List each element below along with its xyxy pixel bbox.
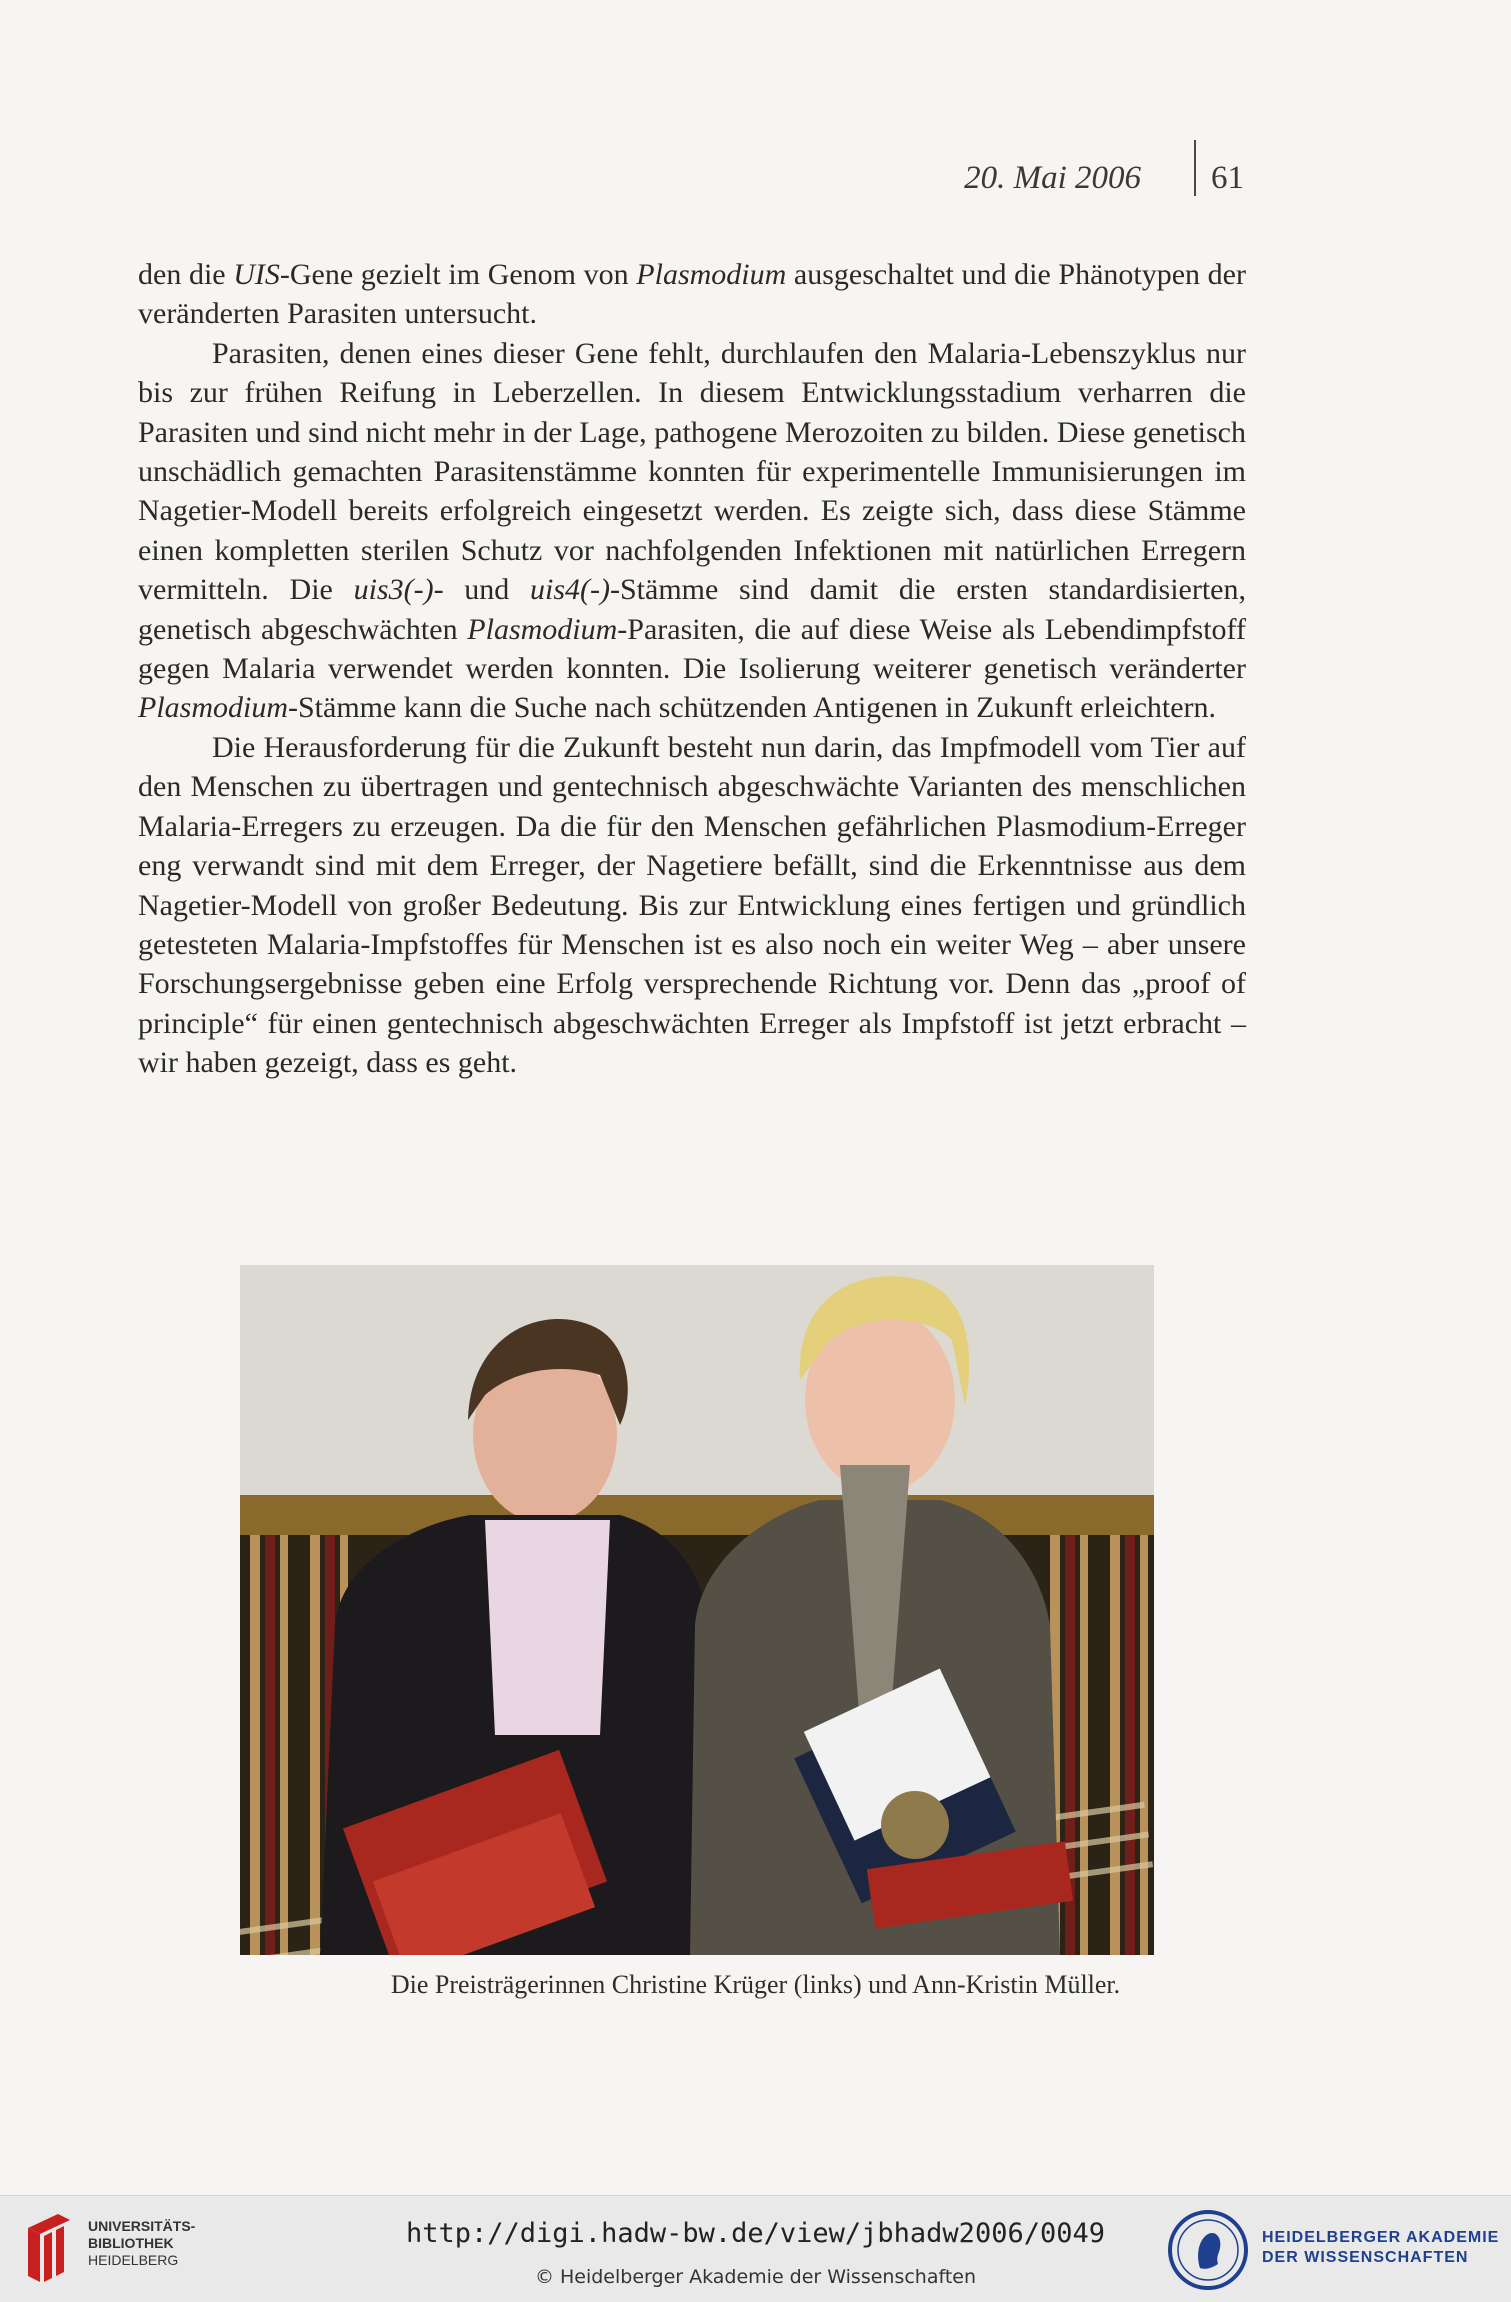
academy-name: HEIDELBERGER AKADEMIE DER WISSENSCHAFTEN (1262, 2229, 1500, 2266)
viewer-footer (0, 2195, 1511, 2302)
page-number: 61 (1211, 160, 1244, 196)
university-library-name: UNIVERSITÄTS- BIBLIOTHEK HEIDELBERG (88, 2218, 196, 2268)
paragraph-1: den die UIS-Gene gezielt im Genom von Plasmodium ausgeschaltet und die Phänotypen der veränderten Parasiten untersucht. (138, 258, 1246, 331)
paragraph-3: Die Herausforderung für die Zukunft besteht nun darin, das Impfmodell vom Tier auf den Menschen zu übertragen und gentechnisch abgeschwächte Varianten des menschlichen Malaria-Erregers zu erzeugen. Da die für den Menschen gefährlichen Plasmodium-Erreger eng verwandt sind mit dem Erreger, der Nagetiere befällt, sind die Erkenntnisse aus dem Nagetier-Modell von großer Bedeutung. Bis zur Entwicklung eines fertigen und gründlich getesteten Malaria-Impfstoffes für Menschen ist es also noch ein weiter Weg – aber unsere Forschungsergebnisse geben eine Erfolg versprechende Richtung vor. Denn das „proof of principle“ für einen gentechnisch abgeschwächten Erreger als Impfstoff ist jetzt erbracht – wir haben gezeigt, dass es geht. (138, 730, 1246, 1080)
paragraph-2: Parasiten, denen eines dieser Gene fehlt, durchlaufen den Malaria-Lebenszyklus nur bis zur frühen Reifung in Leberzellen. In diesem Entwicklungsstadium verharren die Parasiten und sind nicht mehr in der Lage, pathogene Merozoiten zu bilden. Diese genetisch unschädlich gemachten Parasitenstämme konnten für experimentelle Immunisierungen im Nagetier-Modell bereits erfolgreich eingesetzt werden. Es zeigte sich, dass diese Stämme einen kompletten sterilen Schutz vor nachfolgenden Infektionen mit natürlichen Erregern vermitteln. Die uis3(-)- und uis4(-)-Stämme sind damit die ersten standardisierten, genetisch abgeschwächten Plasmodium-Parasiten, die auf diese Weise als Lebendimpfstoff gegen Malaria verwendet werden konnten. Die Isolierung weiterer genetisch veränderter Plasmodium-Stämme kann die Suche nach schützenden Antigenen in Zukunft erleichtern. (138, 336, 1246, 725)
running-head-divider (1194, 140, 1196, 196)
academy-seal-logo (1166, 2208, 1250, 2292)
figure-caption: Die Preisträgerinnen Christine Krüger (links) und Ann-Kristin Müller. (390, 1970, 1121, 1999)
permalink-url[interactable]: http://digi.hadw-bw.de/view/jbhadw2006/0049 (406, 2218, 1105, 2249)
body-text (138, 255, 1246, 1083)
award-photo (240, 1265, 1154, 1955)
running-head-date: 20. Mai 2006 (964, 160, 1141, 196)
copyright-notice: © Heidelberger Akademie der Wissenschaften (534, 2266, 977, 2288)
running-head (964, 160, 1244, 197)
